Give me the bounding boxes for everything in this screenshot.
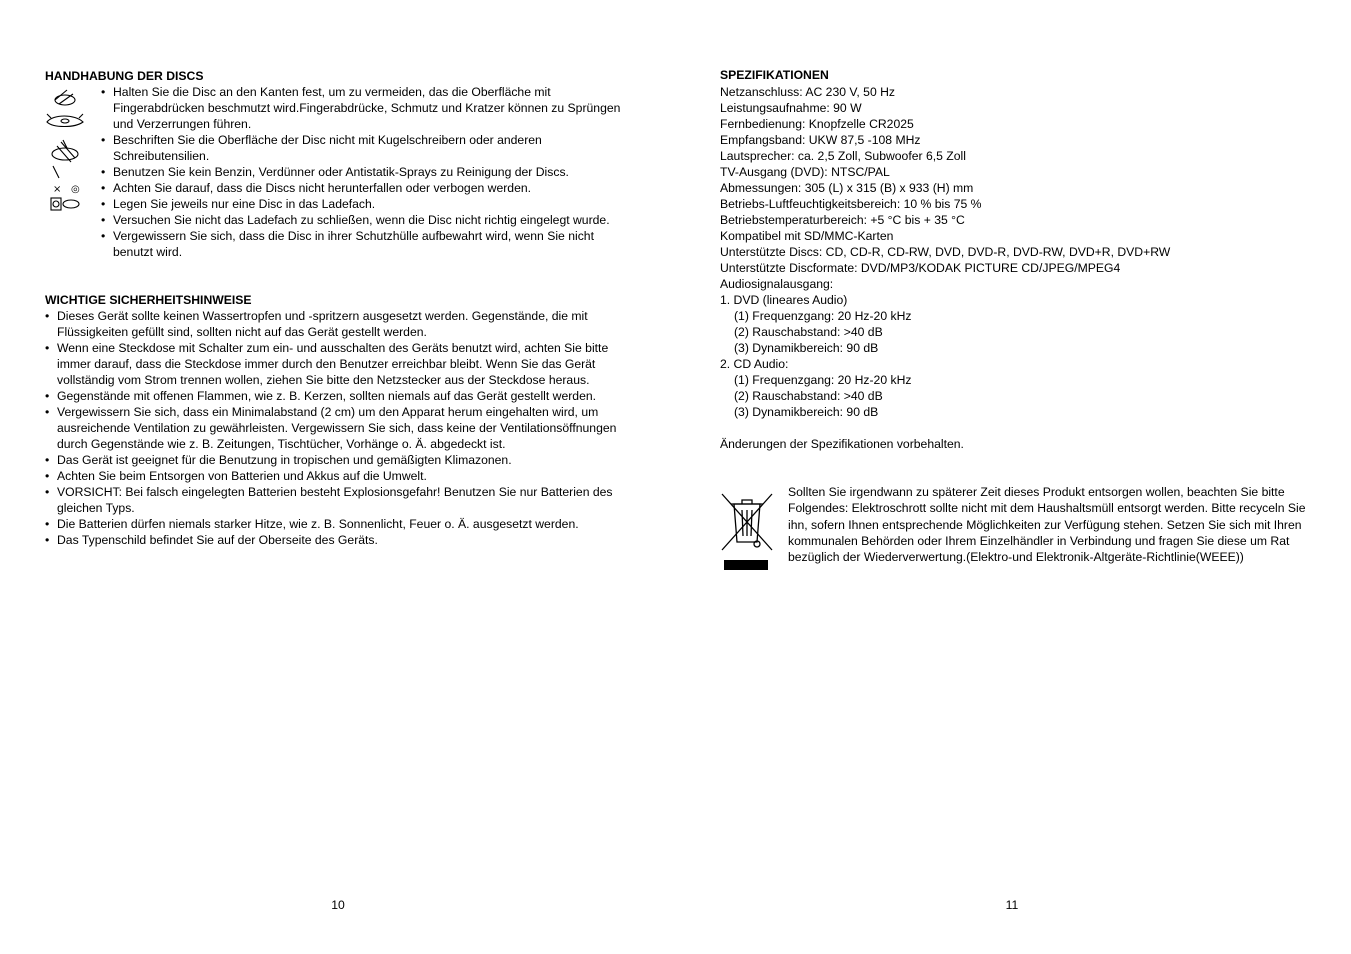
- list-item: • Die Batterien dürfen niemals starker Hitze, wie z. B. Sonnenlicht, Feuer o. Ä. ausgesetzt werden.: [45, 517, 579, 531]
- list-item: • Legen Sie jeweils nur eine Disc in das Ladefach.: [101, 197, 376, 211]
- disc-handling-icons: [45, 88, 89, 216]
- spec-line: Betriebstemperaturbereich: +5 °C bis + 35 °C: [720, 213, 965, 227]
- spec-subline: (3) Dynamikbereich: 90 dB: [734, 341, 879, 355]
- disc-handling-list: [101, 84, 631, 260]
- weee-disposal-text: Sollten Sie irgendwann zu späterer Zeit dieses Produkt entsorgen wollen, beachten Sie bitte Folgendes: Elektroschrott sollte nicht mit dem Haushaltsmüll entsorgt werden. Bitte recyceln Sie ihn, sofern Ihnen entsprechende Möglichkeiten zur Verfügung stehen. Setzen Sie sich mit Ihren kommunalen Behörden oder Ihrem Einzelhändler in Verbindung und fragen Sie diese um Rat bezüglich der Wiederverwertung.(Elektro-und Elektronik-Altgeräte-Richtlinie(WEEE)): [788, 485, 1306, 565]
- list-item: • Beschriften Sie die Oberfläche der Disc nicht mit Kugelschreibern oder anderen Schreibutensilien.: [101, 133, 542, 163]
- cross-icon: ×: [53, 184, 62, 195]
- spec-line: Abmessungen: 305 (L) x 315 (B) x 933 (H) mm: [720, 181, 974, 195]
- spec-subline: (2) Rauschabstand: >40 dB: [734, 389, 883, 403]
- spec-line: Empfangsband: UKW 87,5 -108 MHz: [720, 133, 921, 147]
- list-item: • Wenn eine Steckdose mit Schalter zum ein- und ausschalten des Geräts benutzt wird, achten Sie bitte immer darauf, dass die Steckdose immer durch den Benutzer erreichbar bleibt. Wenn Sie das Gerät vollständig vom Strom trennen wollen, ziehen Sie bitte den Netzstecker aus der Steckdose heraus.: [45, 341, 609, 387]
- page-number: 11: [1005, 898, 1019, 912]
- spec-line: Leistungsaufnahme: 90 W: [720, 101, 862, 115]
- disc-handling-heading: HANDHABUNG DER DISCS: [45, 69, 204, 83]
- spec-subline: (2) Rauschabstand: >40 dB: [734, 325, 883, 339]
- list-item: • Vergewissern Sie sich, dass ein Minimalabstand (2 cm) um den Apparat herum eingehalten wird, um ausreichende Ventilation zu gewährleisten. Vergewissern Sie sich, dass keine der Ventilationsöffnungen durch Gegenstände wie z. B. Zeitungen, Tischtücher, Vorhänge o. Ä. abgedeckt ist.: [45, 405, 617, 451]
- spec-line: 1. DVD (lineares Audio): [720, 293, 848, 307]
- list-item: • Versuchen Sie nicht das Ladefach zu schließen, wenn die Disc nicht richtig eingelegt wurde.: [101, 213, 610, 227]
- spec-line: Lautsprecher: ca. 2,5 Zoll, Subwoofer 6,5 Zoll: [720, 149, 966, 163]
- hand-holding-disc-icon: [47, 90, 83, 127]
- list-item: • Achten Sie beim Entsorgen von Batterien und Akkus auf die Umwelt.: [45, 469, 427, 483]
- list-item: • Gegenstände mit offenen Flammen, wie z. B. Kerzen, sollten niemals auf das Gerät gestellt werden.: [45, 389, 597, 403]
- specifications-note: Änderungen der Spezifikationen vorbehalten.: [720, 437, 964, 451]
- disc-icons-small: [51, 198, 79, 210]
- list-item: • Dieses Gerät sollte keinen Wassertropfen und -spritzern ausgesetzt werden. Gegenstände, die mit Flüssigkeiten gefüllt sind, sollten nicht auf das Gerät gestellt werden.: [45, 309, 588, 339]
- safety-heading: WICHTIGE SICHERHEITSHINWEISE: [45, 293, 252, 307]
- list-item: • Achten Sie darauf, dass die Discs nicht herunterfallen oder verbogen werden.: [101, 181, 532, 195]
- list-item: • Benutzen Sie kein Benzin, Verdünner oder Antistatik-Sprays zu Reinigung der Discs.: [101, 165, 569, 179]
- spec-line: Unterstützte Discs: CD, CD-R, CD-RW, DVD, DVD-R, DVD-RW, DVD+R, DVD+RW: [720, 245, 1171, 259]
- list-item: • Das Typenschild befindet Sie auf der Oberseite des Geräts.: [45, 533, 378, 547]
- page-number: 10: [331, 898, 345, 912]
- specifications-list: [720, 84, 1320, 420]
- spec-line: Fernbedienung: Knopfzelle CR2025: [720, 117, 914, 131]
- list-item: • Das Gerät ist geeignet für die Benutzung in tropischen und gemäßigten Klimazonen.: [45, 453, 512, 467]
- pen-on-disc-icon: [52, 140, 78, 178]
- spec-line: Kompatibel mit SD/MMC-Karten: [720, 229, 894, 243]
- spec-line: Netzanschluss: AC 230 V, 50 Hz: [720, 85, 896, 99]
- safety-list: [45, 308, 635, 548]
- list-item: • Vergewissern Sie sich, dass die Disc in ihrer Schutzhülle aufbewahrt wird, wenn Sie nicht benutzt wird.: [101, 229, 594, 259]
- specifications-heading: SPEZIFIKATIONEN: [720, 68, 829, 82]
- right-page: [676, 0, 1351, 954]
- list-item: • Halten Sie die Disc an den Kanten fest, um zu vermeiden, das die Oberfläche mit Fingerabdrücken beschmutzt wird.Fingerabdrücke, Schmutz und Kratzer können zu Sprüngen und Verzerrungen führen.: [101, 85, 621, 131]
- spec-subline: (3) Dynamikbereich: 90 dB: [734, 405, 879, 419]
- spec-line: TV-Ausgang (DVD): NTSC/PAL: [720, 165, 890, 179]
- disc-mark-icon: ◎: [71, 184, 80, 195]
- weee-crossed-bin-icon: [720, 492, 774, 572]
- spec-line: Unterstützte Discformate: DVD/MP3/KODAK PICTURE CD/JPEG/MPEG4: [720, 261, 1121, 275]
- spec-line: Betriebs-Luftfeuchtigkeitsbereich: 10 % bis 75 %: [720, 197, 982, 211]
- spec-subline: (1) Frequenzgang: 20 Hz-20 kHz: [734, 373, 912, 387]
- spec-subline: (1) Frequenzgang: 20 Hz-20 kHz: [734, 309, 912, 323]
- list-item: • VORSICHT: Bei falsch eingelegten Batterien besteht Explosionsgefahr! Benutzen Sie nur Batterien des gleichen Typs.: [45, 485, 613, 515]
- disc-handling-illustrations: [45, 88, 89, 216]
- spec-line: 2. CD Audio:: [720, 357, 789, 371]
- spec-line: Audiosignalausgang:: [720, 277, 834, 291]
